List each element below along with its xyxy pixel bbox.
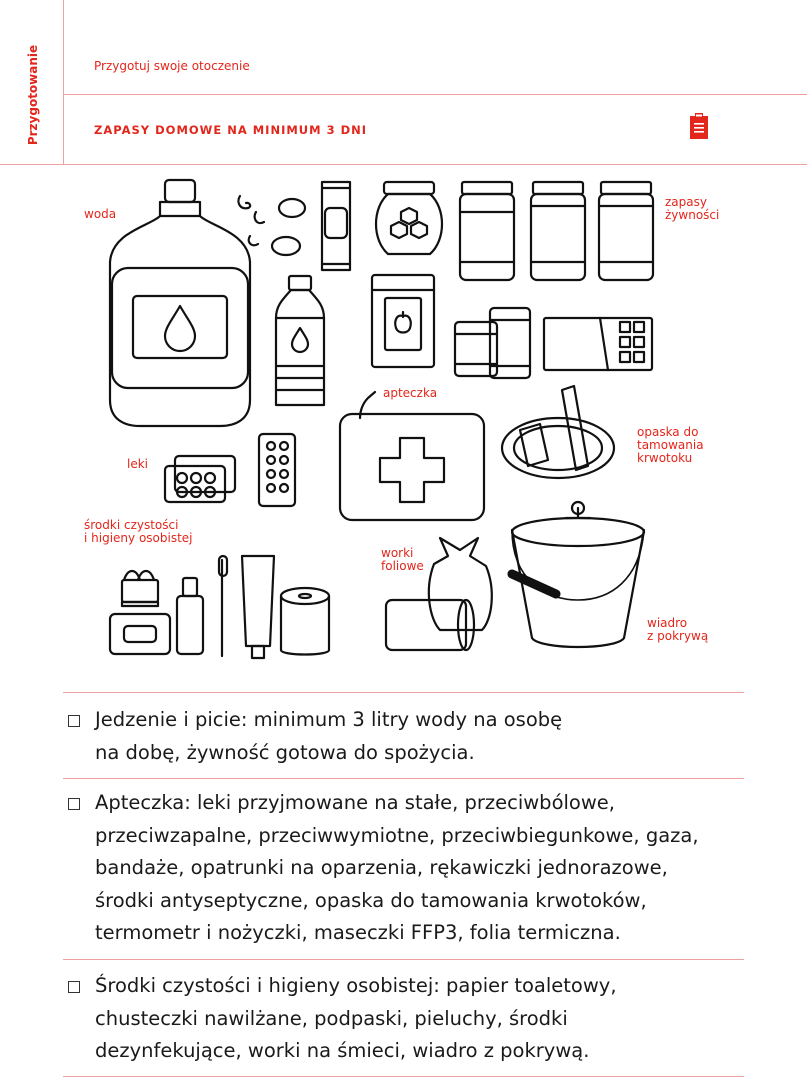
checklist-text: Jedzenie i picie: minimum 3 litry wody na osobę na dobę, żywność gotowa do spożycia. [95,708,563,764]
checklist-item-first-aid [68,787,748,950]
sidebar-label: Przygotowanie [26,44,40,146]
list-rule [63,692,744,693]
label-woda: woda [84,207,117,221]
header-rule-top [63,94,807,95]
checkbox[interactable] [68,981,80,993]
hygiene-items-icon [110,556,329,658]
clipboard-icon [689,112,709,140]
first-aid-kit-icon [340,392,484,520]
nuts-icon [238,196,305,255]
section-title: ZAPASY DOMOWE NA MINIMUM 3 DNI [94,123,368,137]
list-rule [63,778,744,779]
chocolate-icon [544,318,652,370]
page-subtitle: Przygotuj swoje otoczenie [94,59,250,73]
checklist-text: Apteczka: leki przyjmowane na stałe, przeciwbólowe, przeciwzapalne, przeciwwymiotne, przeciwbiegunkowe, gaza, bandaże, opatrunki na oparzenia, rękawiczki jednorazowe, środki antyseptyczne, opaska do tamowania krwotoków, termometr i nożyczki, maseczki FFP3, folia termiczna. [95,791,699,944]
label-zapasy: zapasy żywności [665,195,720,222]
label-opaska: opaska do tamowania krwotoku [637,425,704,465]
water-jug-icon [110,180,250,426]
tourniquet-icon [502,386,614,478]
header-rule-bottom [0,164,807,165]
label-leki: leki [127,457,148,471]
food-jars-icon [460,182,653,280]
sidebar-divider [63,0,64,165]
list-rule [63,1076,744,1077]
label-wiadro: wiadro z pokrywą [647,616,709,643]
cereal-box-icon [372,275,434,367]
bucket-icon [512,502,644,647]
cans-icon [455,308,530,378]
checkbox[interactable] [68,715,80,727]
label-srodki: środki czystości i higieny osobistej [84,518,193,545]
checklist-text: Środki czystości i higieny osobistej: papier toaletowy, chusteczki nawilżane, podpaski, pieluchy, środki dezynfekujące, worki na śmieci, wiadro z pokrywą. [95,974,617,1062]
water-bottle-icon [276,276,324,405]
checkbox[interactable] [68,798,80,810]
honey-jar-icon [376,182,442,254]
list-rule [63,959,744,960]
snack-bar-icon [322,182,350,270]
label-worki: worki foliowe [381,546,424,573]
supplies-illustration [60,170,750,670]
pill-blister-icon [165,434,295,506]
checklist-item-hygiene [68,970,748,1068]
label-apteczka: apteczka [383,386,438,400]
checklist-item-food [68,704,748,769]
